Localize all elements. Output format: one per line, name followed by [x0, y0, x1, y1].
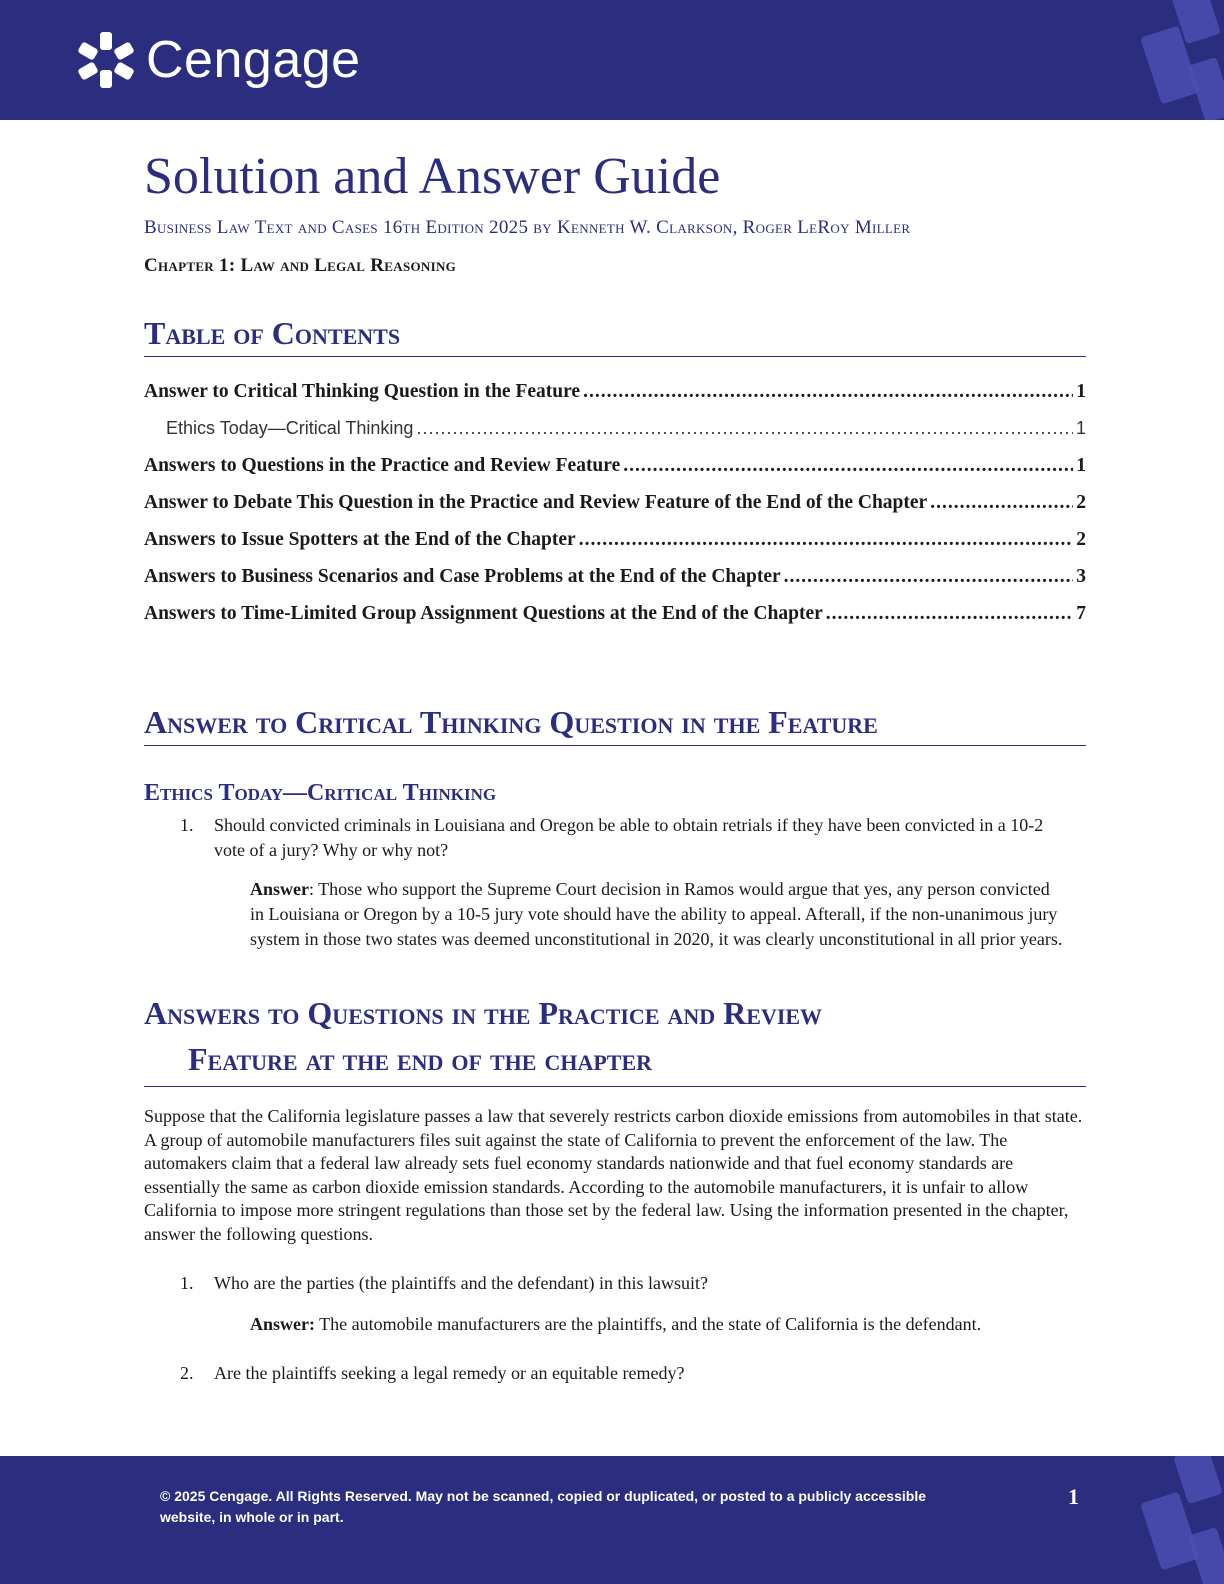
toc-entry[interactable]: Answers to Issue Spotters at the End of the Chapter ..... 2: [144, 521, 1086, 558]
question-item: [144, 813, 1086, 863]
document-body: [144, 140, 1086, 1386]
answer-label: Answer: [250, 879, 309, 899]
question-number: 1.: [180, 1272, 194, 1293]
section-heading-line1: Answers to Questions in the Practice and Review: [144, 995, 823, 1031]
cengage-logo: [76, 30, 361, 90]
question-text: Should convicted criminals in Louisiana and Oregon be able to obtain retrials if they have been convicted in a 10-2 vote of a jury? Why or why not?: [214, 815, 1044, 860]
toc-entry[interactable]: Answers to Business Scenarios and Case Problems at the End of the Chapter ..... 3: [144, 558, 1086, 595]
toc-entry[interactable]: Answer to Critical Thinking Question in the Feature ..... 1: [144, 373, 1086, 410]
document-subtitle: Business Law Text and Cases 16th Edition 2025 by Kenneth W. Clarkson, Roger LeRoy Miller: [144, 217, 911, 238]
section-heading-line2: Feature at the end of the chapter: [188, 1041, 653, 1077]
subsection-heading-ethics-today: Ethics Today—Critical Thinking: [144, 780, 497, 806]
toc-entry[interactable]: Answer to Debate This Question in the Practice and Review Feature of the End of the Chapter ..... 2: [144, 484, 1086, 521]
chapter-title: Chapter 1: Law and Legal Reasoning: [144, 255, 457, 276]
header-band: [0, 0, 1224, 120]
answer-text: : Those who support the Supreme Court decision in Ramos would argue that yes, any person convicted in Louisiana or Oregon by a 10-5 jury vote should have the ability to appeal. Afterall, if the non-unanimous jury system in those two states was deemed unconstitutional in 2020, it was clearly unconstitutional in all prior years.: [250, 879, 1063, 949]
question-item: [144, 1361, 1086, 1386]
toc-entry[interactable]: Answers to Time-Limited Group Assignment Questions at the End of the Chapter ..... 7: [144, 595, 1086, 632]
toc-entry[interactable]: Answers to Questions in the Practice and Review Feature ..... 1: [144, 447, 1086, 484]
brand-name: Cengage: [146, 31, 361, 89]
section-heading-critical-thinking: Answer to Critical Thinking Question in the Feature: [144, 704, 1086, 746]
cengage-logo-icon: [76, 30, 136, 90]
answer-text: The automobile manufacturers are the plaintiffs, and the state of California is the defendant.: [315, 1313, 982, 1334]
scenario-paragraph: Suppose that the California legislature passes a law that severely restricts carbon dioxide emissions from automobiles in that state. A group of automobile manufacturers files suit against the state of California to prevent the enforcement of the law. The automakers claim that a federal law already sets fuel economy standards nationwide and that fuel economy standards are essentially the same as carbon dioxide emission standards. According to the automobile manufacturers, it is unfair to allow California to impose more stringent regulations than those set by the federal law. Using the information presented in the chapter, answer the following questions.: [144, 1106, 1083, 1244]
question-number: 2.: [180, 1362, 194, 1383]
question-item: [144, 1271, 1086, 1296]
section-heading-practice-review: [144, 990, 1086, 1087]
footer-band: [0, 1456, 1224, 1584]
toc-heading: Table of Contents: [144, 315, 1086, 357]
copyright-notice: © 2025 Cengage. All Rights Reserved. May not be scanned, copied or duplicated, or posted to a publicly accessible website, in whole or in part.: [160, 1488, 927, 1525]
decorative-shape: [1187, 1527, 1224, 1584]
toc-entry[interactable]: Ethics Today—Critical Thinking ..... 1: [144, 410, 1086, 447]
answer-block: [250, 1312, 1086, 1337]
question-text: Who are the parties (the plaintiffs and the defendant) in this lawsuit?: [214, 1272, 709, 1293]
decorative-shape: [1173, 1456, 1223, 1504]
document-title: Solution and Answer Guide: [144, 148, 721, 205]
answer-block: [250, 877, 1086, 952]
question-number: 1.: [180, 815, 194, 835]
page-number: 1: [1068, 1484, 1079, 1509]
question-text: Are the plaintiffs seeking a legal remedy or an equitable remedy?: [214, 1362, 685, 1383]
table-of-contents: [144, 373, 1086, 632]
answer-label: Answer:: [250, 1313, 315, 1334]
